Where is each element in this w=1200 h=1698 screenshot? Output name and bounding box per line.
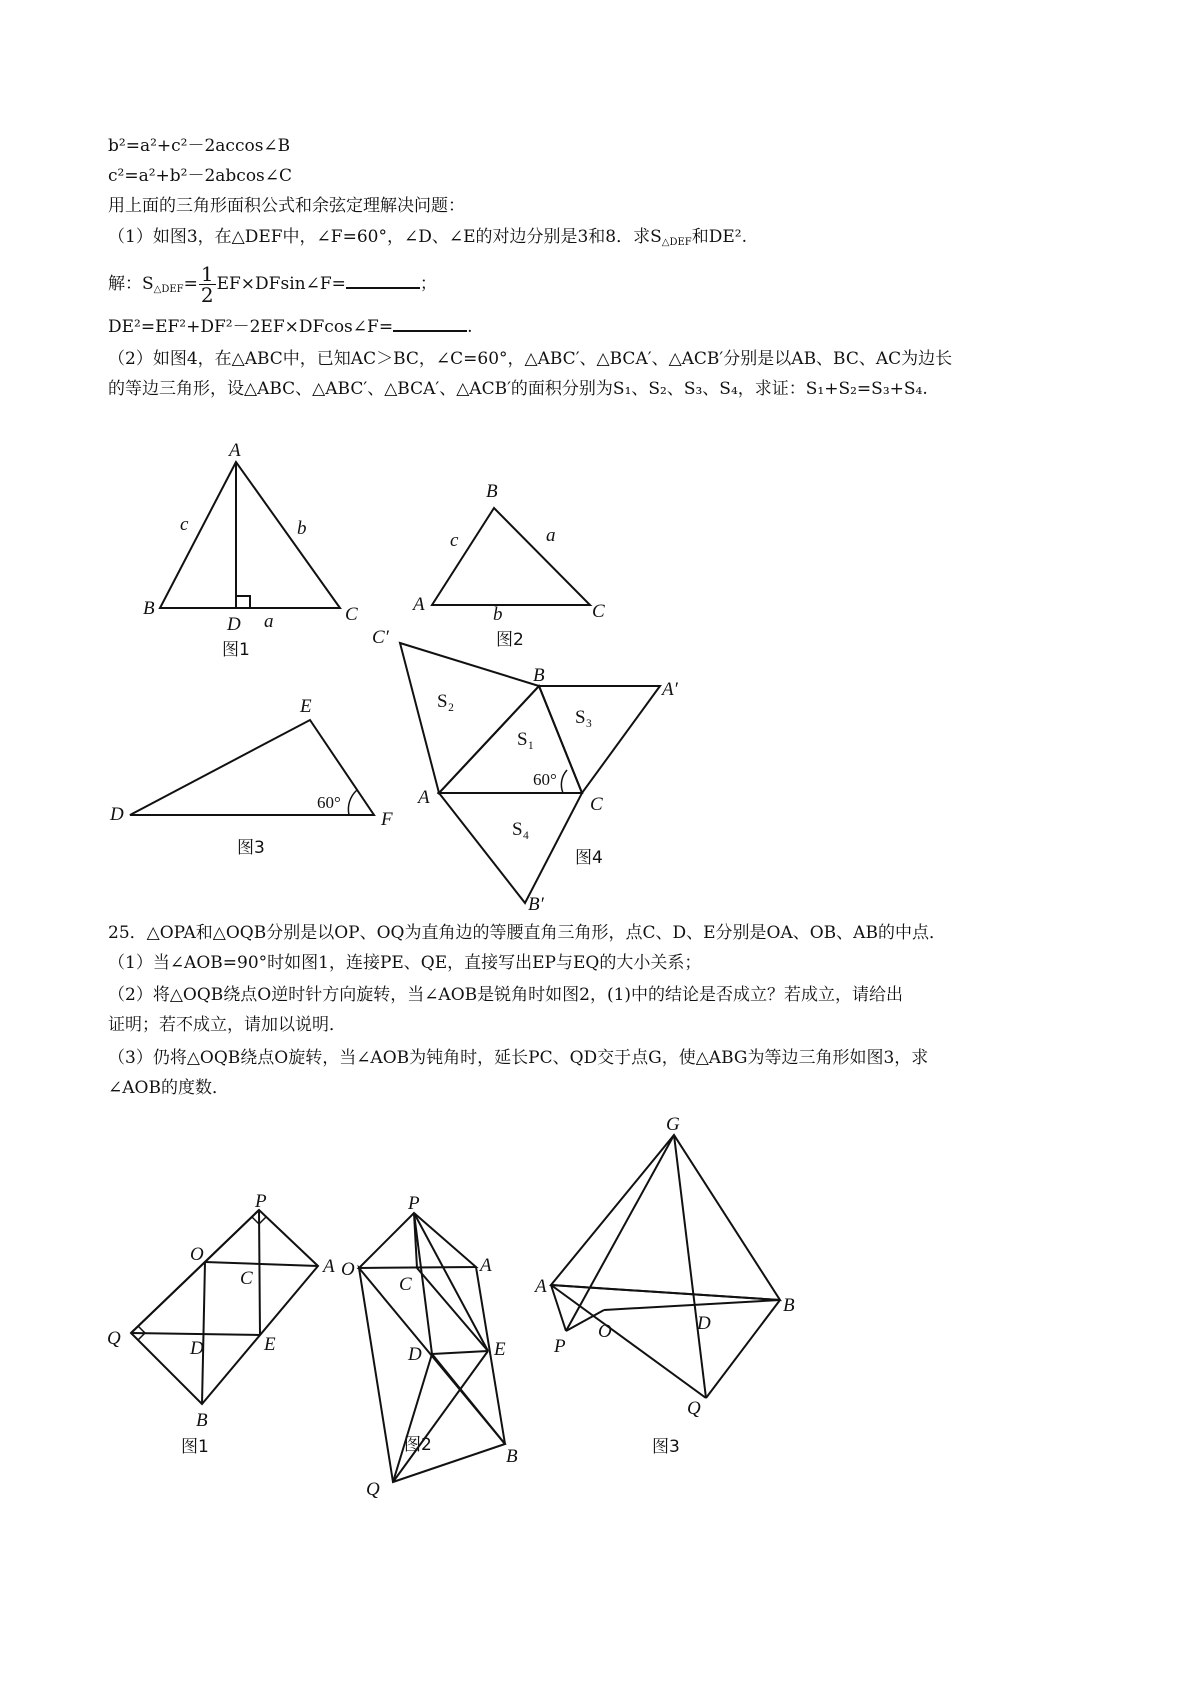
bfig3-triangle-abg xyxy=(551,1135,780,1300)
de-squared-formula: DE²=EF²+DF²－2EF×DFcos∠F= xyxy=(108,317,394,337)
bfig1-label-p: P xyxy=(255,1191,267,1212)
fig3-angle-arc xyxy=(348,790,357,815)
bfig1-qe-line xyxy=(131,1333,260,1335)
solution-formula: EF×DFsin∠F= xyxy=(216,274,346,294)
bfig3-oq xyxy=(551,1285,706,1398)
fig4-label-s1: S₁ xyxy=(517,729,535,750)
problem-25-q2-line-2: 证明；若不成立，请加以说明． xyxy=(108,1015,346,1035)
problem-25-q3-line-2: ∠AOB的度数． xyxy=(108,1078,229,1098)
question-2-line-2: 的等边三角形，设△ABC、△ABC′、△BCA′、△ACB′的面积分别为S₁、S₂、S₃、S₄，求证：S₁+S₂=S₃+S₄. xyxy=(108,379,928,399)
fig3-label-d: D xyxy=(110,804,124,825)
bfig2-de xyxy=(432,1351,488,1354)
bfig3-caption: 图3 xyxy=(652,1437,680,1457)
fig4-label-s2: S₂ xyxy=(437,691,455,712)
fig1-label-d: D xyxy=(227,614,241,635)
bfig1-label-e: E xyxy=(264,1334,276,1355)
fig4-label-a: A xyxy=(418,787,430,808)
fraction-numerator: 1 xyxy=(200,262,214,286)
fig3-caption: 图3 xyxy=(237,838,265,858)
fig4-label-c: C xyxy=(590,794,603,815)
fig4-label-s4: S₄ xyxy=(512,819,530,840)
fig2-label-side-b: b xyxy=(493,604,503,625)
bfig2-pe xyxy=(414,1213,488,1351)
bfig2-label-p: P xyxy=(408,1193,420,1214)
bfig1-oa-line xyxy=(205,1262,318,1266)
problem-25-statement: 25．△OPA和△OQB分别是以OP、OQ为直角边的等腰直角三角形，点C、D、E分别是OA、OB、AB的中点． xyxy=(108,923,946,943)
fig2-caption: 图2 xyxy=(496,630,524,650)
bfig2-dx xyxy=(432,1354,505,1444)
bfig1-label-d: D xyxy=(190,1338,204,1359)
problem-25-q3-line-1: （3）仍将△OQB绕点O旋转，当∠AOB为钝角时，延长PC、QD交于点G，使△ABG为等边三角形如图3，求 xyxy=(108,1048,929,1068)
formula-cosine-b: b²=a²+c²－2accos∠B xyxy=(108,136,291,156)
solution-end: ； xyxy=(419,274,437,294)
bfig2-label-a: A xyxy=(480,1255,492,1276)
bfig2-qe xyxy=(393,1351,488,1482)
bfig2-qd xyxy=(393,1354,432,1482)
bfig3-pa xyxy=(551,1285,566,1331)
fig2-label-a: A xyxy=(413,594,425,615)
fig1-label-b: B xyxy=(143,598,155,619)
bfig1-label-o: O xyxy=(190,1244,204,1265)
question-1-subscript: △DEF xyxy=(661,237,692,248)
question-1-prefix: （1）如图3，在△DEF中，∠F=60°，∠D、∠E的对边分别是3和8．求S xyxy=(108,227,662,247)
bfig1-label-b: B xyxy=(196,1410,208,1431)
bfig3-label-a: A xyxy=(535,1276,547,1297)
bfig1-op-side xyxy=(205,1210,259,1262)
problem-25-q1: （1）当∠AOB=90°时如图1，连接PE、QE，直接写出EP与EQ的大小关系； xyxy=(108,953,702,973)
bfig2-label-c: C xyxy=(399,1274,412,1295)
fig3-angle-label: 60° xyxy=(317,793,341,812)
fig4-label-c-prime: C′ xyxy=(372,627,389,648)
solution-subscript: △DEF xyxy=(153,284,184,295)
bfig3-gq xyxy=(674,1135,706,1398)
bfig2-label-o: O xyxy=(341,1259,355,1280)
bfig3-label-q: Q xyxy=(687,1398,701,1419)
fig1-triangle xyxy=(160,462,340,608)
fig4-angle-arc xyxy=(561,770,567,793)
bfig2-label-e: E xyxy=(494,1339,506,1360)
fig4-triangle-s4 xyxy=(439,793,582,903)
bfig3-label-o: O xyxy=(598,1321,612,1342)
fig1-right-angle-mark xyxy=(236,596,250,608)
bfig1-label-c: C xyxy=(240,1268,253,1289)
bfig2-label-q: Q xyxy=(366,1479,380,1500)
fig4-triangle-s2 xyxy=(400,643,539,793)
bfig2-caption: 图2 xyxy=(404,1435,432,1455)
instruction-text: 用上面的三角形面积公式和余弦定理解决问题： xyxy=(108,196,465,216)
solution-equals: = xyxy=(183,274,198,294)
bfig3-label-g: G xyxy=(666,1114,680,1135)
bfig1-label-q: Q xyxy=(107,1328,121,1349)
de-squared-end: . xyxy=(467,317,473,337)
fig2-label-b: B xyxy=(486,481,498,502)
fig4-label-b: B xyxy=(533,665,545,686)
bfig3-qb xyxy=(706,1300,780,1398)
fig4-label-a-prime: A′ xyxy=(662,679,678,700)
fig4-label-s3: S₃ xyxy=(575,707,593,728)
bfig1-pe-line xyxy=(259,1210,260,1335)
bfig1-ob-line xyxy=(202,1262,205,1404)
fig1-caption: 图1 xyxy=(222,640,250,660)
problem-25-q2-line-1: （2）将△OQB绕点O逆时针方向旋转，当∠AOB是锐角时如图2，(1)中的结论是否成立？若成立，请给出 xyxy=(108,985,904,1005)
bfig2-triangle-oqb xyxy=(359,1268,505,1482)
bfig2-label-b: B xyxy=(506,1446,518,1467)
formula-cosine-c: c²=a²+b²－2abcos∠C xyxy=(108,166,293,186)
bfig3-label-b: B xyxy=(783,1295,795,1316)
fig4-label-b-prime: B′ xyxy=(528,894,544,915)
fig1-label-c: C xyxy=(345,604,358,625)
bfig2-label-d: D xyxy=(408,1344,422,1365)
bfig3-gp xyxy=(566,1135,674,1331)
bfig1-label-a: A xyxy=(323,1256,335,1277)
fig4-triangle-s3 xyxy=(539,686,660,793)
fig4-caption: 图4 xyxy=(575,848,603,868)
fig2-label-side-c: c xyxy=(450,530,459,551)
fig4-angle-label: 60° xyxy=(533,770,557,789)
bfig3-label-d: D xyxy=(697,1313,711,1334)
question-2-line-1: （2）如图4，在△ABC中，已知AC＞BC，∠C=60°，△ABC′、△BCA′、△ACB′分别是以AB、BC、AC为边长 xyxy=(108,349,953,369)
fraction-denominator: 2 xyxy=(200,283,214,307)
fig2-label-c: C xyxy=(592,601,605,622)
fig3-label-e: E xyxy=(300,696,312,717)
fig1-label-side-a: a xyxy=(264,611,274,632)
question-1-suffix: 和DE². xyxy=(691,227,747,247)
fig1-label-side-b: b xyxy=(297,518,307,539)
solution-label: 解：S xyxy=(108,274,154,294)
bfig3-label-p: P xyxy=(554,1336,566,1357)
bfig1-caption: 图1 xyxy=(181,1437,209,1457)
fig1-label-side-c: c xyxy=(180,514,189,535)
fig1-label-a: A xyxy=(229,440,241,461)
fig3-label-f: F xyxy=(381,809,393,830)
fig2-triangle xyxy=(432,508,590,605)
fig2-label-side-a: a xyxy=(546,525,556,546)
bfig3-ob xyxy=(604,1300,780,1310)
bfig1-oq-side xyxy=(131,1262,205,1333)
